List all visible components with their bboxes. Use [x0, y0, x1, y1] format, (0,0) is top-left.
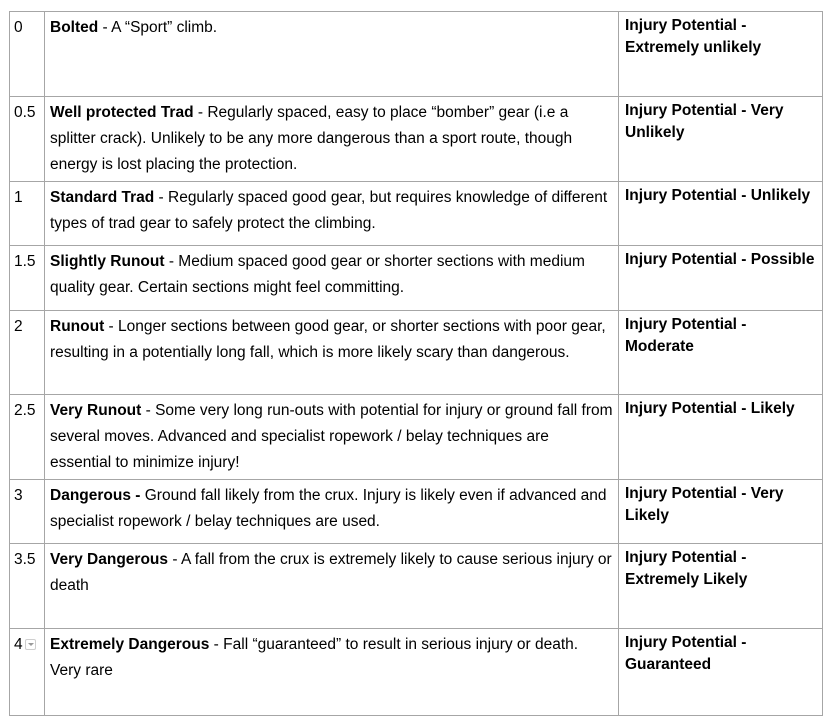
- grade-description: Some very long run-outs with potential for injury or ground fall from several moves. Advanced and specialist ropework / belay techniques are essential to minimize injury!: [50, 402, 613, 471]
- grade-title: Extremely Dangerous: [50, 636, 210, 653]
- description-cell: [45, 182, 619, 246]
- injury-potential: Injury Potential - Very Unlikely: [625, 102, 784, 141]
- description-cell: [45, 544, 619, 629]
- description-cell: [45, 12, 619, 97]
- table-row: [10, 544, 823, 629]
- injury-potential-cell: [619, 544, 823, 629]
- injury-potential: Injury Potential - Moderate: [625, 316, 747, 355]
- description-cell: [45, 246, 619, 311]
- table-row: [10, 311, 823, 395]
- table-row: [10, 480, 823, 544]
- injury-potential: Injury Potential - Extremely Likely: [625, 549, 748, 588]
- injury-potential-cell: [619, 480, 823, 544]
- table-row: [10, 182, 823, 246]
- grade-title: Standard Trad: [50, 189, 155, 206]
- grade-title: Runout: [50, 318, 105, 335]
- grade-description: Fall “guaranteed” to result in serious injury or death. Very rare: [50, 636, 579, 679]
- table-row: [10, 12, 823, 97]
- title-separator: -: [104, 318, 119, 335]
- description-cell: [45, 395, 619, 480]
- grade-description: Ground fall likely from the crux. Injury is likely even if advanced and specialist ropework / belay techniques are used.: [50, 487, 607, 530]
- grade-value: 3.5: [14, 551, 36, 568]
- description-cell: [45, 629, 619, 716]
- title-separator: -: [141, 402, 156, 419]
- title-separator: -: [209, 636, 224, 653]
- table-row: [10, 246, 823, 311]
- injury-potential: Injury Potential - Possible: [625, 251, 815, 268]
- injury-potential-cell: [619, 12, 823, 97]
- injury-potential: Injury Potential - Extremely unlikely: [625, 17, 762, 56]
- cell-dropdown-icon[interactable]: [25, 639, 36, 650]
- grade-description: Regularly spaced good gear, but requires knowledge of different types of trad gear to safely protect the climbing.: [50, 189, 608, 232]
- injury-potential-cell: [619, 182, 823, 246]
- description-cell: [45, 480, 619, 544]
- title-separator: -: [154, 189, 168, 206]
- table-row: [10, 629, 823, 716]
- grade-cell: [10, 311, 45, 395]
- grade-title: Well protected Trad: [50, 104, 194, 121]
- grade-cell: [10, 182, 45, 246]
- grade-description: Regularly spaced, easy to place “bomber” gear (i.e a splitter crack). Unlikely to be any more dangerous than a sport route, though energy is lost placing the protection.: [50, 104, 573, 173]
- table-row: [10, 395, 823, 480]
- grade-cell: [10, 544, 45, 629]
- grade-description: Medium spaced good gear or shorter sections with medium quality gear. Certain sections might feel committing.: [50, 253, 585, 296]
- grade-value: 1: [14, 189, 23, 206]
- grade-value: 2.5: [14, 402, 36, 419]
- injury-potential-cell: [619, 395, 823, 480]
- grade-value: 0: [14, 19, 23, 36]
- injury-potential: Injury Potential - Very Likely: [625, 485, 784, 524]
- injury-potential-cell: [619, 629, 823, 716]
- grade-cell: [10, 480, 45, 544]
- injury-potential-cell: [619, 246, 823, 311]
- grade-value: 2: [14, 318, 23, 335]
- grade-cell: [10, 12, 45, 97]
- injury-potential: Injury Potential - Guaranteed: [625, 634, 747, 673]
- grading-table-container: [9, 11, 823, 716]
- grade-description: A “Sport” climb.: [111, 19, 218, 36]
- grade-title: Slightly Runout: [50, 253, 165, 270]
- description-cell: [45, 311, 619, 395]
- grade-title: Very Runout: [50, 402, 142, 419]
- title-separator: -: [168, 551, 181, 568]
- grade-title: Very Dangerous: [50, 551, 169, 568]
- grade-description: A fall from the crux is extremely likely to cause serious injury or death: [50, 551, 612, 594]
- title-separator: -: [164, 253, 179, 270]
- grade-cell: [10, 246, 45, 311]
- injury-potential: Injury Potential - Unlikely: [625, 187, 811, 204]
- description-cell: [45, 97, 619, 182]
- injury-potential-cell: [619, 311, 823, 395]
- grade-title: Dangerous -: [50, 487, 141, 504]
- protection-grading-table: [9, 11, 823, 716]
- grade-cell: [10, 395, 45, 480]
- grade-value: 4: [14, 636, 23, 653]
- grade-value: 0.5: [14, 104, 36, 121]
- injury-potential: Injury Potential - Likely: [625, 400, 795, 417]
- title-separator: -: [98, 19, 112, 36]
- table-row: [10, 97, 823, 182]
- grade-cell: [10, 629, 45, 716]
- grade-cell: [10, 97, 45, 182]
- grade-value: 1.5: [14, 253, 36, 270]
- grade-value: 3: [14, 487, 23, 504]
- grade-title: Bolted: [50, 19, 99, 36]
- grade-description: Longer sections between good gear, or shorter sections with poor gear, resulting in a potentially long fall, which is more likely scary than dangerous.: [50, 318, 606, 361]
- title-separator: -: [193, 104, 208, 121]
- injury-potential-cell: [619, 97, 823, 182]
